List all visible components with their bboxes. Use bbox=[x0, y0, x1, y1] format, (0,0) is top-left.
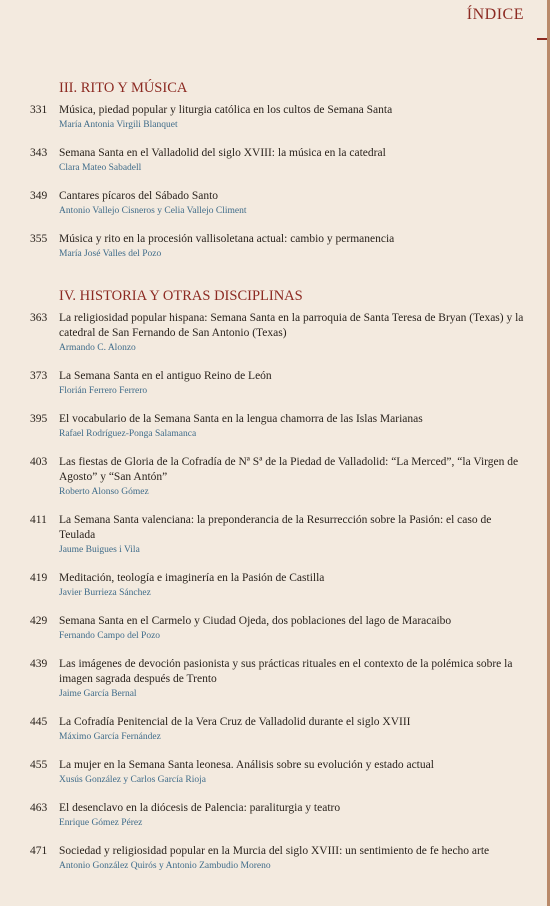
entry-title: Semana Santa en el Valladolid del siglo XVIII: la música en la catedral bbox=[59, 147, 386, 159]
entry-title: La Semana Santa valenciana: la preponderancia de la Resurrección sobre la Pasión: el caso de Teulada bbox=[59, 514, 492, 541]
entry-author: María Antonia Virgili Blanquet bbox=[59, 120, 178, 130]
page-number: 419 bbox=[30, 572, 48, 584]
entry-title: Meditación, teología e imaginería en la Pasión de Castilla bbox=[59, 572, 325, 584]
entry-author: Antonio Vallejo Cisneros y Celia Vallejo Climent bbox=[59, 206, 247, 216]
toc-entry bbox=[30, 232, 530, 261]
entry-author: Jaime García Bernal bbox=[59, 689, 137, 699]
page-number: 395 bbox=[30, 413, 48, 425]
toc-entry bbox=[30, 189, 530, 218]
page-number: 403 bbox=[30, 456, 48, 468]
page-number: 343 bbox=[30, 147, 48, 159]
entry-author: Jaume Buigues i Vila bbox=[59, 545, 140, 555]
entry-title: Sociedad y religiosidad popular en la Murcia del siglo XVIII: un sentimiento de fe hecho arte bbox=[59, 845, 490, 857]
entry-author: María José Valles del Pozo bbox=[59, 249, 162, 259]
entry-title: El desenclavo en la diócesis de Palencia: paraliturgia y teatro bbox=[59, 802, 341, 814]
entry-author: Xusús González y Carlos García Rioja bbox=[59, 775, 206, 785]
entry-author: Florián Ferrero Ferrero bbox=[59, 386, 148, 396]
page-number: 429 bbox=[30, 615, 48, 627]
page-number: 349 bbox=[30, 190, 48, 202]
page-number: 439 bbox=[30, 658, 48, 670]
toc-entry bbox=[30, 103, 530, 132]
page-number: 455 bbox=[30, 759, 48, 771]
entry-author: Máximo García Fernández bbox=[59, 732, 161, 742]
entry-author: Antonio González Quirós y Antonio Zambudio Moreno bbox=[59, 861, 271, 871]
toc-entry bbox=[30, 412, 530, 441]
toc-entry bbox=[30, 146, 530, 175]
toc-entry bbox=[30, 513, 530, 557]
toc-entry bbox=[30, 657, 530, 701]
entry-author: Rafael Rodríguez-Ponga Salamanca bbox=[59, 429, 197, 439]
toc-entry bbox=[30, 614, 530, 643]
page-number: 445 bbox=[30, 716, 48, 728]
entry-author: Enrique Gómez Pérez bbox=[59, 818, 143, 828]
entry-author: Fernando Campo del Pozo bbox=[59, 631, 161, 641]
entry-title: Las imágenes de devoción pasionista y sus prácticas rituales en el contexto de la polémica sobre la imagen sagrada después de Trento bbox=[59, 658, 513, 685]
toc-entry bbox=[30, 844, 530, 873]
toc-entry bbox=[30, 311, 530, 355]
section-historia bbox=[30, 288, 530, 887]
toc-entry bbox=[30, 715, 530, 744]
entry-title: Cantares pícaros del Sábado Santo bbox=[59, 190, 219, 202]
entry-author: Armando C. Alonzo bbox=[59, 343, 136, 353]
entry-title: La religiosidad popular hispana: Semana Santa en la parroquia de Santa Teresa de Bryan (Texas) y la catedral de San Fernando de San Antonio (Texas) bbox=[59, 312, 524, 339]
entry-title: La Cofradía Penitencial de la Vera Cruz de Valladolid durante el siglo XVIII bbox=[59, 716, 411, 728]
entry-title: Música, piedad popular y liturgia católica en los cultos de Semana Santa bbox=[59, 104, 393, 116]
entry-author: Roberto Alonso Gómez bbox=[59, 487, 149, 497]
page-number: 355 bbox=[30, 233, 48, 245]
section-heading: IV. HISTORIA Y OTRAS DISCIPLINAS bbox=[59, 288, 303, 304]
entry-title: Música y rito en la procesión vallisoletana actual: cambio y permanencia bbox=[59, 233, 395, 245]
page-number: 363 bbox=[30, 312, 48, 324]
section-heading: III. RITO Y MÚSICA bbox=[59, 80, 188, 96]
page-number: 373 bbox=[30, 370, 48, 382]
page-number: 411 bbox=[30, 514, 47, 526]
entry-title: La Semana Santa en el antiguo Reino de León bbox=[59, 370, 272, 382]
toc-entry bbox=[30, 758, 530, 787]
entry-title: Semana Santa en el Carmelo y Ciudad Ojeda, dos poblaciones del lago de Maracaibo bbox=[59, 615, 452, 627]
toc-entry bbox=[30, 571, 530, 600]
page-number: 463 bbox=[30, 802, 48, 814]
page-number: 331 bbox=[30, 104, 48, 116]
entry-title: Las fiestas de Gloria de la Cofradía de Nª Sª de la Piedad de Valladolid: “La Merced”, “la Virgen de Agosto” y “San Antón” bbox=[59, 456, 519, 483]
section-rito-musica bbox=[30, 80, 530, 275]
toc-entry bbox=[30, 801, 530, 830]
page-number: 471 bbox=[30, 845, 48, 857]
toc-entry bbox=[30, 369, 530, 398]
entry-title: La mujer en la Semana Santa leonesa. Análisis sobre su evolución y estado actual bbox=[59, 759, 434, 771]
entry-author: Javier Burrieza Sánchez bbox=[59, 588, 151, 598]
margin-tick bbox=[537, 38, 547, 40]
toc-entry bbox=[30, 455, 530, 499]
entry-title: El vocabulario de la Semana Santa en la lengua chamorra de las Islas Marianas bbox=[59, 413, 423, 425]
entry-author: Clara Mateo Sabadell bbox=[59, 163, 142, 173]
running-header: ÍNDICE bbox=[466, 6, 524, 23]
